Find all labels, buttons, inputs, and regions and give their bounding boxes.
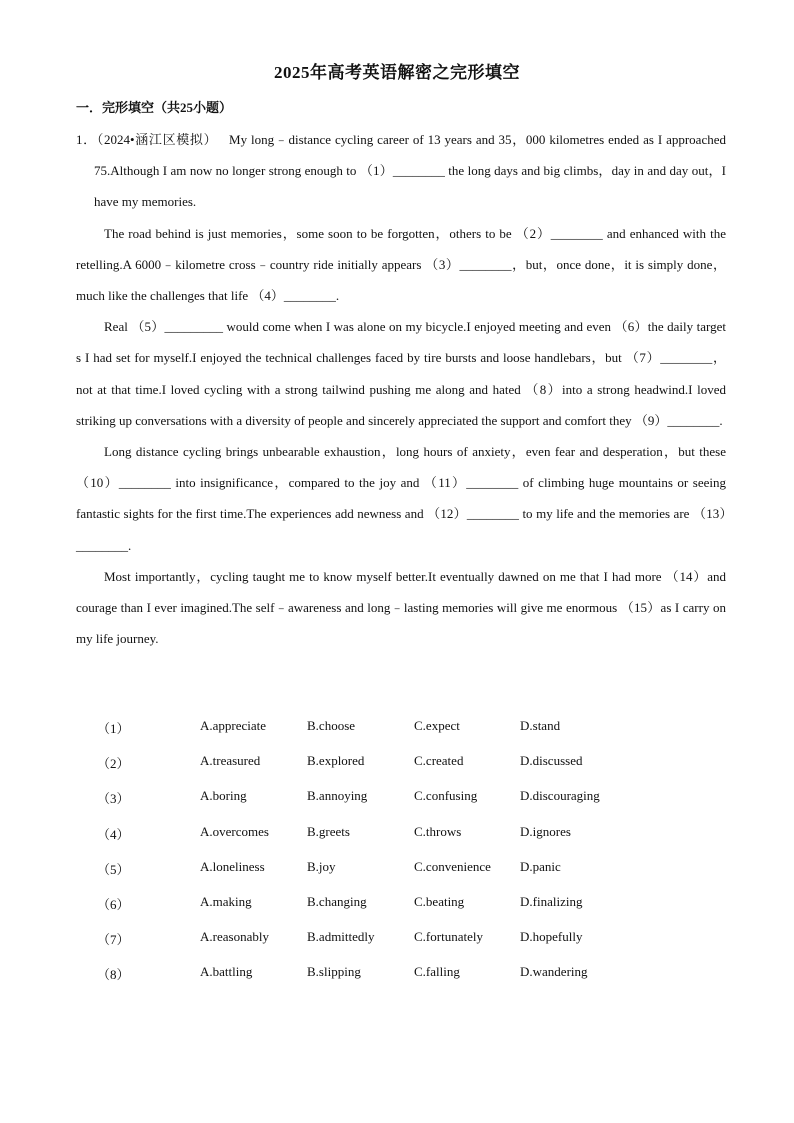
option-b: B.annoying [307,788,368,804]
option-c: C.beating [414,893,465,909]
option-a: A.making [200,893,252,909]
option-d: D.discouraging [520,788,600,804]
passage-paragraph-1 [76,124,726,218]
option-number: （3） [97,791,130,807]
option-row [0,788,794,823]
option-a: A.loneliness [200,858,265,874]
question-number-source: 1．（2024•涵江区模拟） [76,132,218,147]
option-number: （2） [97,756,130,772]
option-b: B.choose [307,718,356,733]
option-row [0,964,794,999]
option-a: A.appreciate [200,718,267,733]
option-b: B.joy [307,858,336,874]
section-heading: 一．完形填空（共25小题） [76,100,233,115]
paragraph-1-text: My long﹣distance cycling career of 13 years and 35，000 kilometres ended as I approached 75.Although I am now no longer strong enough to （1）________ the long days and big climbs，day in and day out，I have my memories. [94,132,726,210]
option-row [0,824,794,859]
document-title: 2025年高考英语解密之完形填空 [274,63,520,82]
option-b: B.greets [307,823,350,839]
option-b: B.admittedly [307,929,375,945]
option-number: （7） [97,932,130,948]
option-d: D.discussed [520,753,583,769]
passage-paragraph-2: The road behind is just memories，some soon to be forgotten，others to be （2）________ and enhanced with the retelling.A 6000﹣kilometre cross﹣country ride initially appears （3）________，but，once done，it is simply done，much like the challenges that life （4）________. [76,225,726,304]
option-a: A.overcomes [200,823,269,839]
option-c: C.created [414,753,464,769]
option-number: （1） [97,721,130,736]
option-number: （6） [97,896,130,912]
option-a: A.boring [200,788,247,804]
option-d: D.panic [520,858,561,874]
option-b: B.explored [307,753,365,769]
option-c: C.falling [414,964,460,980]
option-number: （4） [97,826,130,842]
option-c: C.convenience [414,858,491,874]
option-d: D.wandering [520,964,588,980]
passage-paragraph-4: Long distance cycling brings unbearable exhaustion，long hours of anxiety，even fear and desperation，but these （10）________ into insignificance，compared to the joy and （11）________ of climbing huge mountains or seeing fantastic sights for the first time.The experiences add newness and （12）________ to my life and the memories are （13）________. [76,444,726,553]
option-c: C.confusing [414,788,478,804]
option-b: B.changing [307,893,367,909]
option-b: B.slipping [307,964,361,980]
option-c: C.expect [414,718,460,733]
option-d: D.ignores [520,823,571,839]
option-a: A.battling [200,964,253,980]
option-row [0,753,794,788]
options-table [0,718,794,1000]
option-a: A.treasured [200,753,261,769]
option-number: （8） [97,967,130,983]
passage-paragraph-5: Most importantly，cycling taught me to know myself better.It eventually dawned on me that I had more （14）and courage than I ever imagined.The self﹣awareness and long﹣lasting memories will give me enormous （15）as I carry on my life journey. [76,568,726,647]
option-row [0,894,794,929]
passage-paragraph-3: Real （5）_________ would come when I was alone on my bicycle.I enjoyed meeting and even （6）the daily target s I had set for myself.I enjoyed the technical challenges faced by tire bursts and loose handlebars，but （7）________，not at that time.I loved cycling with a strong tailwind pushing me along and hated （8）into a strong headwind.I loved striking up conversations with a diversity of people and sincerely appreciated the support and comfort they （9）________. [76,319,726,428]
option-number: （5） [97,861,130,877]
option-row [0,859,794,894]
option-d: D.finalizing [520,893,583,909]
option-c: C.fortunately [414,929,483,945]
option-d: D.hopefully [520,929,583,945]
option-d: D.stand [520,718,561,733]
option-a: A.reasonably [200,929,269,945]
option-c: C.throws [414,823,462,839]
question-passage [76,124,726,654]
option-row [0,929,794,964]
option-row [0,718,794,753]
